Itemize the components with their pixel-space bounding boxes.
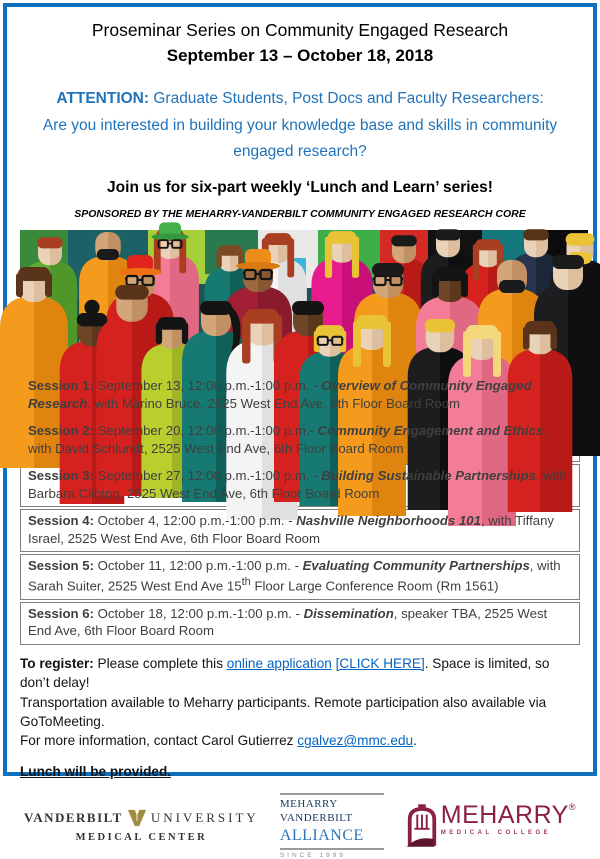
session-title: Nashville Neighborhoods 101 xyxy=(296,513,481,529)
session-title: Evaluating Community Partnerships xyxy=(302,558,530,574)
session-title: Building Sustainable Partnerships xyxy=(321,468,536,484)
session-label: Session 5: xyxy=(28,558,94,574)
session-row: Session 4: October 4, 12:00 p.m.-1:00 p.m. - Nashville Neighborhoods 101, with Tiffany Israel, 2525 West End Ave, 6th Floor Board Room xyxy=(20,509,580,552)
alliance-logo: MEHARRY VANDERBILT ALLIANCE SINCE 1999 xyxy=(280,793,384,859)
online-application-link[interactable]: online application xyxy=(226,655,332,671)
session-label: Session 4: xyxy=(28,513,94,529)
session-row: Session 6: October 18, 12:00 p.m.-1:00 p.m. - Dissemination, speaker TBA, 2525 West End Ave, 6th Floor Board Room xyxy=(20,602,580,645)
flyer-page xyxy=(3,3,597,859)
lunch-line: Lunch will be provided. xyxy=(20,764,172,779)
session-label: Session 6: xyxy=(28,605,94,621)
meharry-arch-icon xyxy=(405,803,439,849)
vanderbilt-v-icon xyxy=(127,808,147,828)
flyer-dates: September 13 – October 18, 2018 xyxy=(166,46,434,65)
attention-block xyxy=(20,86,580,166)
email-link[interactable]: cgalvez@mmc.edu xyxy=(297,733,414,749)
register-paragraph: To register: Please complete this online application [CLICK HERE]. Space is limited, so don’t delay! Transportation available to Meharry participants. Remote participation also available via GoToMeeting. For more information, contact Carol Gutierrez cgalvez@mmc.edu. xyxy=(20,655,550,749)
register-label: To register: xyxy=(20,655,94,671)
session-row: Session 1: September 13, 12:00 p.m.-1:00 p.m. - Overview of Community Engaged Research, with Marino Bruce, 2525 West End Ave, 6th Floor Board Room xyxy=(20,374,580,417)
session-title: Dissemination xyxy=(303,605,394,621)
crowd-illustration-wrap xyxy=(20,230,580,358)
sponsor-line: SPONSORED BY THE MEHARRY-VANDERBILT COMMUNITY ENGAGED RESEARCH CORE xyxy=(74,207,526,220)
logos-row xyxy=(20,793,580,859)
click-here-link[interactable]: [CLICK HERE] xyxy=(335,655,425,671)
session-row: Session 3: September 27, 12:00 p.m.-1:00 p.m. - Building Sustainable Partnerships, with Barbara Clinton, 2525 West End Ave, 6th Floor Board Room xyxy=(20,464,580,507)
crowd-illustration xyxy=(20,230,588,358)
session-row: Session 5: October 11, 12:00 p.m.-1:00 p.m. - Evaluating Community Partnerships, with Sarah Suiter, 2525 West End Ave 15th Floor Large Conference Room (Rm 1561) xyxy=(20,554,580,599)
attention-line2: Are you interested in building your knowledge base and skills in community engaged research? xyxy=(42,116,558,161)
session-title: Overview of Community Engaged Research xyxy=(28,377,532,411)
vanderbilt-logo: VANDERBILT UNIVERSITY MEDICAL CENTER xyxy=(24,810,259,844)
session-title: Community Engagement and Ethics xyxy=(317,423,544,439)
flyer-title: Proseminar Series on Community Engaged Research xyxy=(91,20,509,40)
meharry-logo: MEHARRY® MEDICAL COLLEGE xyxy=(405,803,576,849)
session-row: Session 2: September 20, 12:00 p.m.-1:00 p.m.- Community Engagement and Ethics, with David Schlundt, 2525 West End Ave, 6th Floor Board Room xyxy=(20,419,580,462)
attention-line1: Graduate Students, Post Docs and Faculty Researchers: xyxy=(149,90,544,107)
join-line: Join us for six-part weekly ‘Lunch and Learn’ series! xyxy=(107,178,493,196)
session-label: Session 1: xyxy=(28,377,94,393)
session-label: Session 2: xyxy=(28,423,94,439)
session-label: Session 3: xyxy=(28,468,94,484)
attention-label: ATTENTION: xyxy=(56,90,150,107)
